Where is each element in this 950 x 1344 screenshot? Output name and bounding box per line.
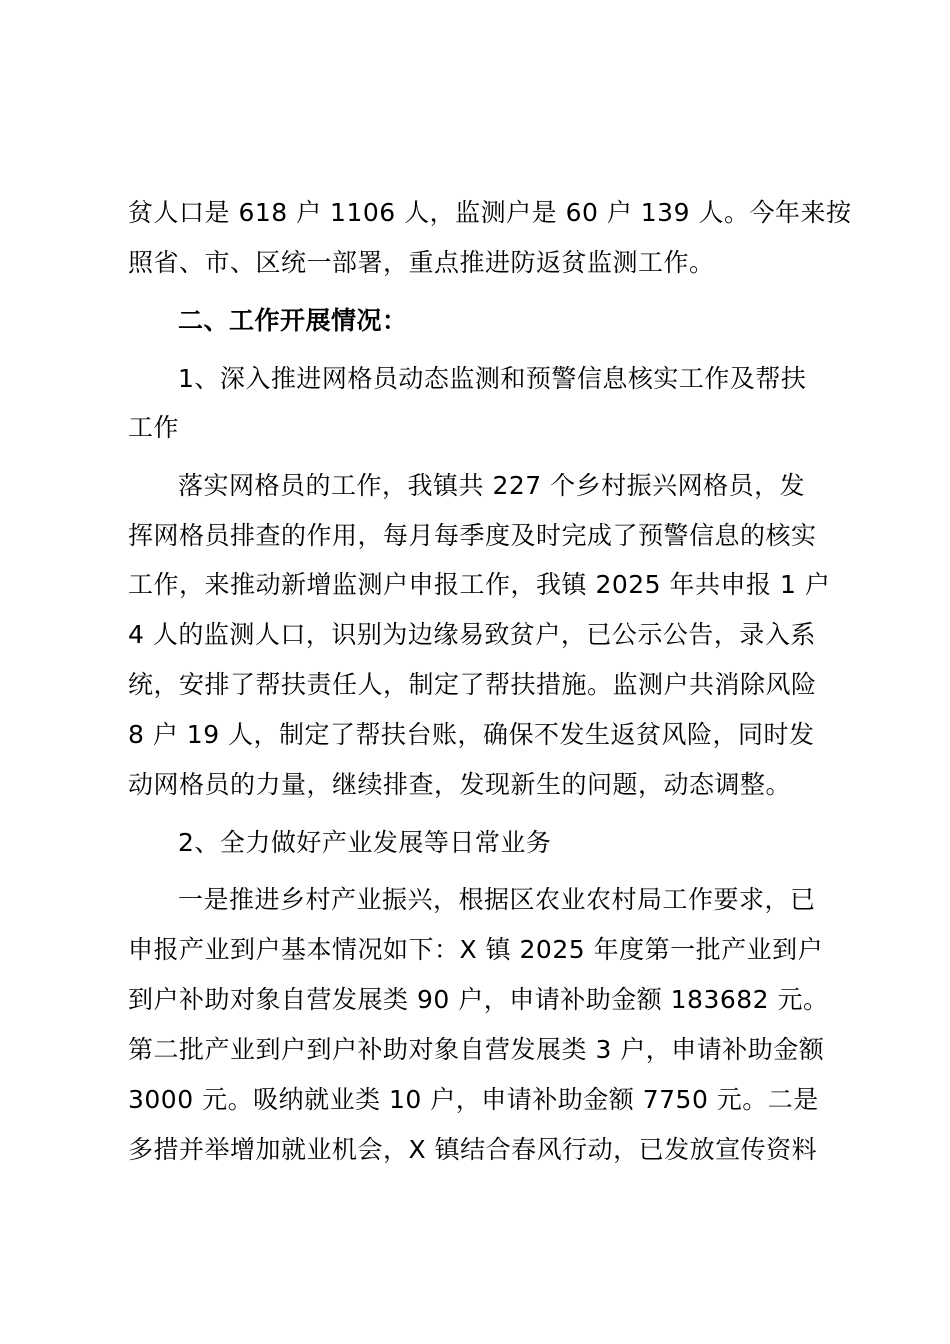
- item-2-body-line-4: 第二批产业到户到户补助对象自营发展类 3 户，申请补助金额: [128, 1035, 825, 1064]
- item-1-heading-line-1: 1、深入推进网格员动态监测和预警信息核实工作及帮扶: [178, 364, 807, 393]
- item-1-heading-line-2: 工作: [128, 413, 180, 442]
- intro-line-2: 照省、市、区统一部署，重点推进防返贫监测工作。: [128, 248, 715, 277]
- item-1-body-line-7: 动网格员的力量，继续排查，发现新生的问题，动态调整。: [128, 770, 792, 799]
- item-1-body-line-5: 统，安排了帮扶责任人，制定了帮扶措施。监测户共消除风险: [128, 670, 817, 699]
- item-2-body-line-2: 申报产业到户基本情况如下：X 镇 2025 年度第一批产业到户: [128, 935, 824, 964]
- section-heading: 二、工作开展情况：: [178, 306, 408, 335]
- intro-line-1: 贫人口是 618 户 1106 人，监测户是 60 户 139 人。今年来按: [128, 198, 852, 227]
- item-2-body-line-6: 多措并举增加就业机会，X 镇结合春风行动，已发放宣传资料: [128, 1135, 818, 1164]
- item-1-body-line-3: 工作，来推动新增监测户申报工作，我镇 2025 年共申报 1 户: [128, 570, 831, 599]
- item-1-body-line-4: 4 人的监测人口，识别为边缘易致贫户，已公示公告，录入系: [128, 620, 816, 649]
- item-1-body-line-6: 8 户 19 人，制定了帮扶台账，确保不发生返贫风险，同时发: [128, 720, 815, 749]
- item-2-body-line-5: 3000 元。吸纳就业类 10 户，申请补助金额 7750 元。二是: [128, 1085, 819, 1114]
- item-2-heading: 2、全力做好产业发展等日常业务: [178, 828, 552, 857]
- item-2-body-line-1: 一是推进乡村产业振兴，根据区农业农村局工作要求，已: [178, 885, 816, 914]
- item-1-body-line-2: 挥网格员排查的作用，每月每季度及时完成了预警信息的核实: [128, 521, 817, 550]
- item-1-body-line-1: 落实网格员的工作，我镇共 227 个乡村振兴网格员，发: [178, 471, 806, 500]
- item-2-body-line-3: 到户补助对象自营发展类 90 户，申请补助金额 183682 元。: [128, 985, 829, 1014]
